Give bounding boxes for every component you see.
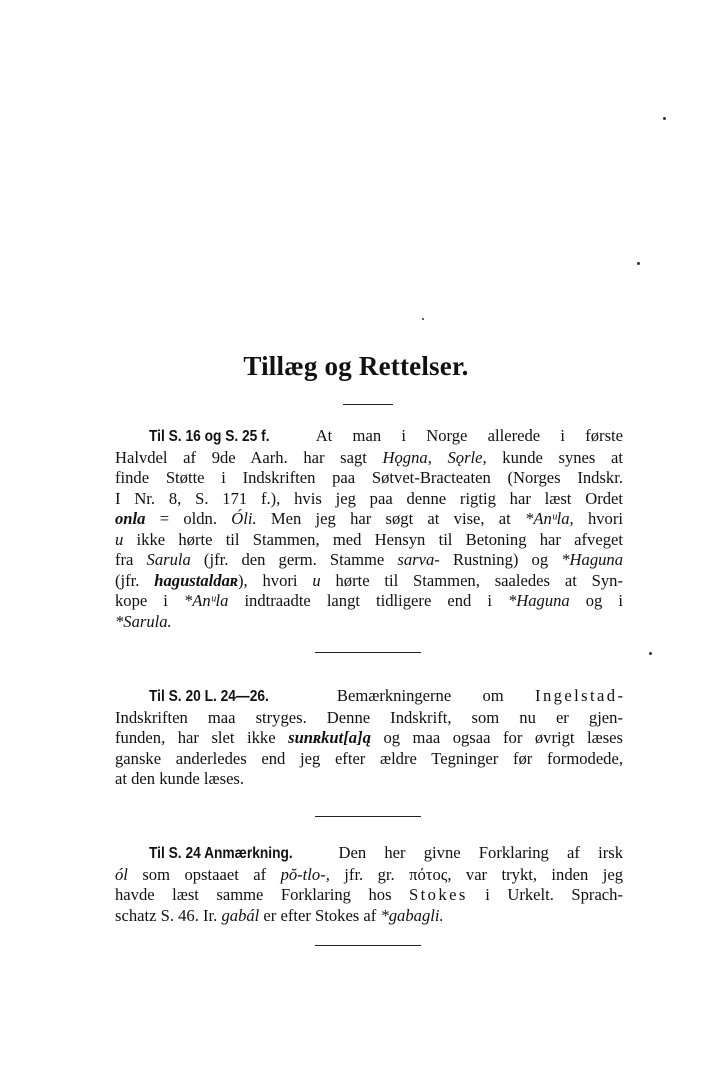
section-line: ganske anderledes end jeg efter ældre Tegninger før formodede, [115,748,623,768]
section-1 [115,426,623,632]
section-rule [315,945,421,946]
section-line: Til S. 16 og S. 25 f. At man i Norge allerede i første [115,426,623,448]
section-line: *Sarula. [115,611,172,631]
section-2 [115,686,623,790]
page-title: Tillæg og Rettelser. [243,351,469,381]
section-rule [315,816,421,817]
section-lead: Til S. 24 Anmærkning. [149,845,293,862]
section-line: Indskriften maa stryges. Denne Indskrift, som nu er gjen- [115,707,623,727]
section-line: at den kunde læses. [115,769,245,788]
section-line: Halvdel af 9de Aarh. har sagt Hǫgna, Sǫrle, kunde synes at [115,447,623,467]
section-3 [115,843,623,926]
scan-speck [422,318,424,320]
section-line: finde Støtte i Indskriften paa Søtvet-Bracteaten (Norges Indskr. [115,468,623,487]
section-line: onla = oldn. Óli. Men jeg har søgt at vise, at *Anᵘla, hvori [115,509,623,528]
section-line: Til S. 24 Anmærkning. Den her givne Forklaring af irsk [115,843,623,865]
section-line: I Nr. 8, S. 171 f.), hvis jeg paa denne rigtig har læst Ordet [115,488,623,508]
section-line: Til S. 20 L. 24—26. Bemærkningerne om Ingelstad- [115,686,623,708]
section-lead: Til S. 16 og S. 25 f. [149,428,270,445]
section-line: funden, har slet ikke sunʀkut[a]ą og maa ogsaa for øvrigt læses [115,728,623,747]
section-line: u ikke hørte til Stammen, med Hensyn til Betoning har afveget [115,529,623,549]
section-rule [315,652,421,653]
scan-speck [649,652,652,655]
scan-speck [637,262,640,265]
section-line: schatz S. 46. Ir. gabál er efter Stokes af *gabagli. [115,905,444,925]
section-line: havde læst samme Forklaring hos Stokes i Urkelt. Sprach- [115,885,623,904]
section-line: kope i *Anᵘla indtraadte langt tidligere end i *Haguna og i [115,591,623,610]
section-line: fra Sarula (jfr. den germ. Stamme sarva- Rustning) og *Haguna [115,550,624,569]
title-rule [343,404,393,405]
scan-speck [663,117,666,120]
section-lead: Til S. 20 L. 24—26. [149,688,269,705]
section-line: (jfr. hagustaldaʀ), hvori u hørte til Stammen, saaledes at Syn- [115,570,623,590]
section-line: ól som opstaaet af pŏ-tlo-, jfr. gr. πότος, var trykt, inden jeg [115,864,623,884]
